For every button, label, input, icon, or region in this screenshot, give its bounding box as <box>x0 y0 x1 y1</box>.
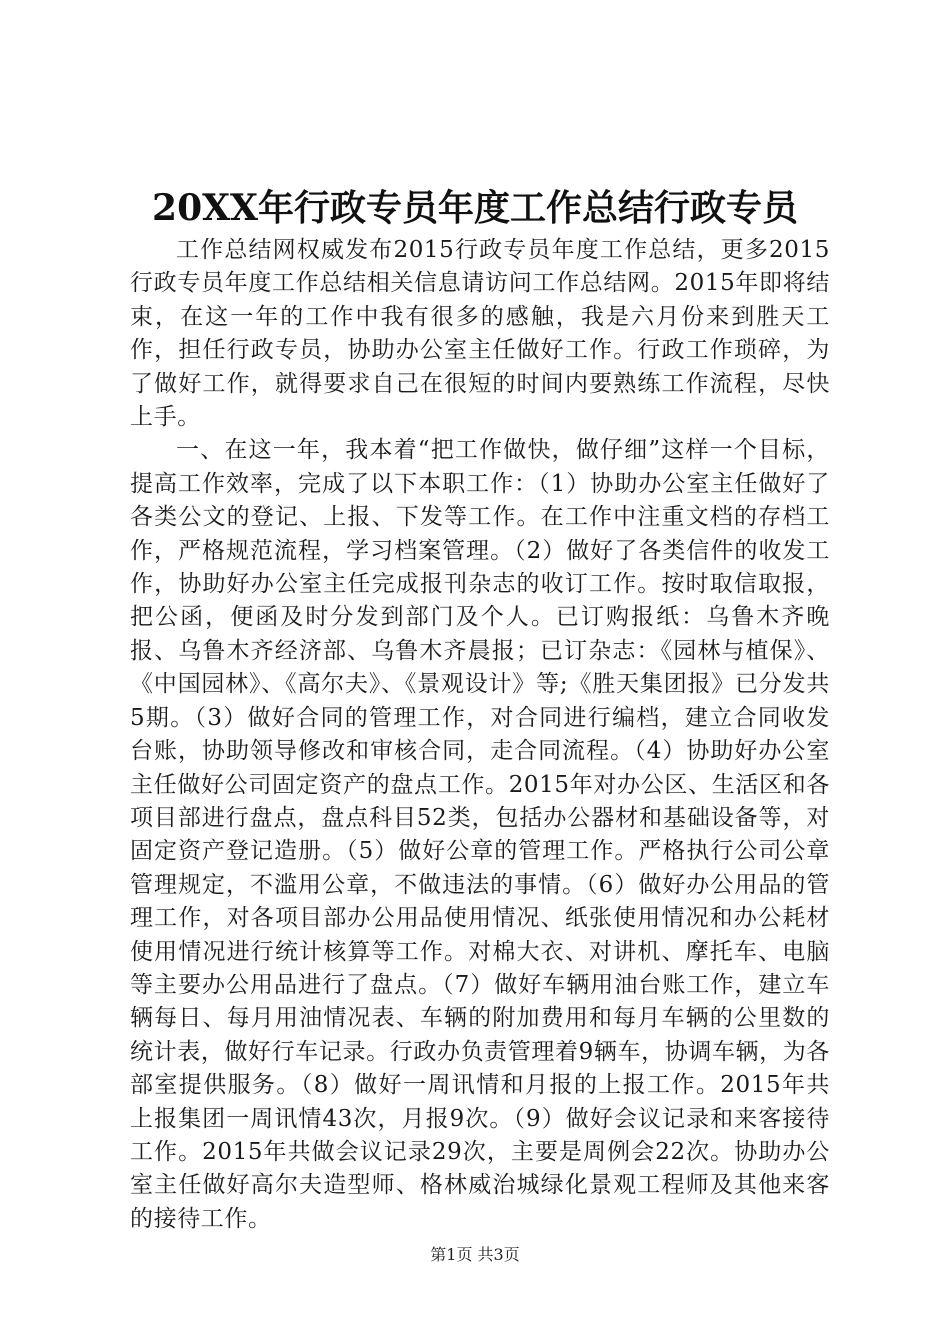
paragraph-duties: 一、在这一年，我本着“把工作做快，做仔细”这样一个目标，提高工作效率，完成了以下本职工作：（1）协助办公室主任做好了各类公文的登记、上报、下发等工作。在工作中注重文档的存档工作，严格规范流程，学习档案管理。（2）做好了各类信件的收发工作，协助好办公室主任完成报刊杂志的收订工作。按时取信取报，把公函，便函及时分发到部门及个人。已订购报纸：乌鲁木齐晚报、乌鲁木齐经济部、乌鲁木齐晨报；已订杂志：《园林与植保》、《中国园林》、《高尔夫》、《景观设计》等;《胜天集团报》已分发共5期。（3）做好合同的管理工作，对合同进行编档，建立合同收发台账，协助领导修改和审核合同，走合同流程。（4）协助好办公室主任做好公司固定资产的盘点工作。2015年对办公区、生活区和各项目部进行盘点，盘点科目52类，包括办公器材和基础设备等，对固定资产登记造册。（5）做好公章的管理工作。严格执行公司公章管理规定，不滥用公章，不做违法的事情。（6）做好办公用品的管理工作，对各项目部办公用品使用情况、纸张使用情况和办公耗材使用情况进行统计核算等工作。对棉大衣、对讲机、摩托车、电脑等主要办公用品进行了盘点。（7）做好车辆用油台账工作，建立车辆每日、每月用油情况表、车辆的附加费用和每月车辆的公里数的统计表，做好行车记录。行政办负责管理着9辆车，协调车辆，为各部室提供服务。（8）做好一周讯情和月报的上报工作。2015年共上报集团一周讯情43次，月报9次。（9）做好会议记录和来客接待工作。2015年共做会议记录29次，主要是周例会22次。协助办公室主任做好高尔夫造型师、格林威治城绿化景观工程师及其他来客的接待工作。 <box>130 437 830 1232</box>
document-body <box>130 234 830 1236</box>
paragraph-intro: 工作总结网权威发布2015行政专员年度工作总结，更多2015行政专员年度工作总结相关信息请访问工作总结网。2015年即将结束，在这一年的工作中我有很多的感触，我是六月份来到胜天工作，担任行政专员，协助办公室主任做好工作。行政工作琐碎，为了做好工作，就得要求自己在很短的时间内要熟练工作流程，尽快上手。 <box>130 237 830 431</box>
document-title: 20XX年行政专员年度工作总结行政专员 <box>152 187 798 229</box>
page-footer: 第1页 共3页 <box>430 1245 520 1264</box>
